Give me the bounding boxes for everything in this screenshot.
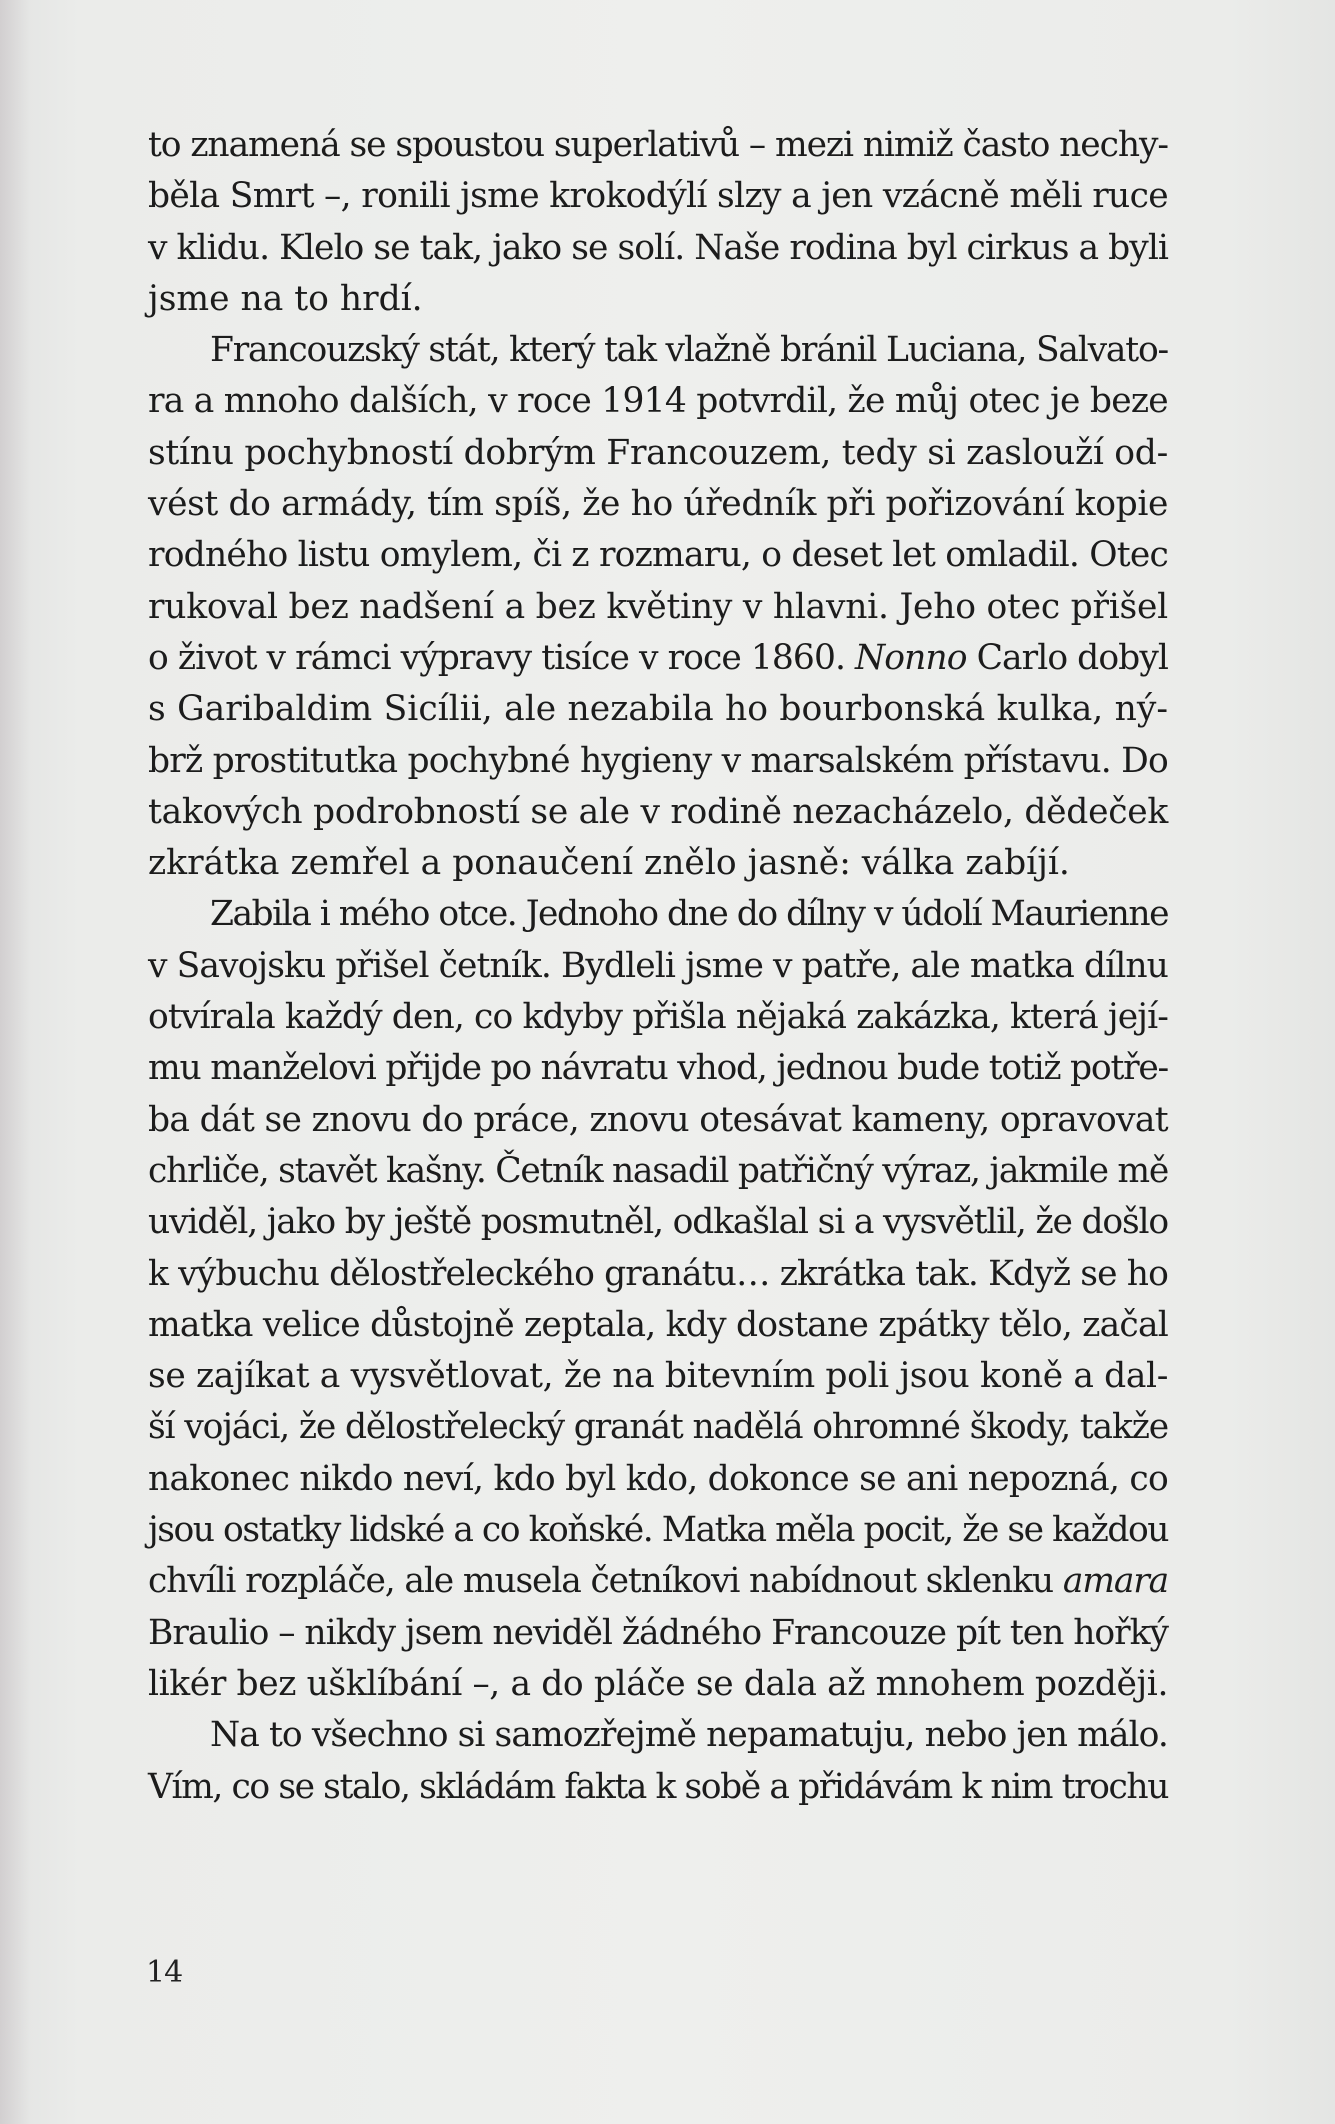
text-line-content: vést do armády, tím spíš, že ho úředník při pořizování kopie	[148, 484, 1169, 525]
text-line-content: s Garibaldim Sicílii, ale nezabila ho bourbonská kulka, ný-	[148, 689, 1168, 730]
text-line	[148, 684, 1168, 735]
text-line-content: takových podrobností se ale v rodině nezacházelo, dědeček	[148, 791, 1169, 832]
text-line-content: rukoval bez nadšení a bez květiny v hlavni. Jeho otec přišel	[148, 586, 1168, 627]
text-line-content: nakonec nikdo neví, kdo byl kdo, dokonce se ani nepozná, co	[148, 1458, 1168, 1499]
text-line-content: Vím, co se stalo, skládám fakta k sobě a přidávám k nim trochu	[148, 1766, 1169, 1807]
text-line	[148, 1402, 1168, 1453]
text-line	[148, 1710, 1168, 1761]
text-line-content: běla Smrt –, ronili jsme krokodýlí slzy a jen vzácně měli ruce	[148, 176, 1168, 217]
text-line	[148, 171, 1168, 222]
text-line	[148, 787, 1168, 838]
text-line	[148, 530, 1168, 581]
text-line	[148, 1095, 1168, 1146]
text-line-content: uviděl, jako by ještě posmutněl, odkašlal si a vysvětlil, že došlo	[148, 1202, 1168, 1243]
text-line-content: stínu pochybností dobrým Francouzem, tedy si zaslouží od-	[148, 432, 1168, 473]
text-line	[148, 120, 1168, 171]
text-line	[148, 376, 1168, 427]
text-line-content: jsme na to hrdí.	[148, 278, 423, 319]
text-line	[148, 1556, 1168, 1607]
text-line	[148, 992, 1168, 1043]
text-line-content: o život v rámci výpravy tisíce v roce 1860. Nonno Carlo dobyl	[148, 637, 1168, 678]
text-line	[148, 223, 1168, 274]
text-line-content: ra a mnoho dalších, v roce 1914 potvrdil, že můj otec je beze	[148, 381, 1168, 422]
text-line	[148, 1043, 1168, 1094]
text-line-content: se zajíkat a vysvětlovat, že na bitevním poli jsou koně a dal-	[148, 1356, 1169, 1397]
text-line	[148, 1659, 1168, 1710]
text-line-content: v klidu. Klelo se tak, jako se solí. Naše rodina byl cirkus a byli	[148, 227, 1168, 268]
text-line-content: Zabila i mého otce. Jednoho dne do dílny v údolí Maurienne	[210, 894, 1169, 935]
text-line-content: chrliče, stavět kašny. Četník nasadil patřičný výraz, jakmile mě	[148, 1150, 1168, 1191]
text-line	[148, 479, 1168, 530]
text-line-content: brž prostitutka pochybné hygieny v marsalském přístavu. Do	[148, 740, 1168, 781]
text-line	[148, 1351, 1168, 1402]
text-line	[148, 582, 1168, 633]
text-line	[148, 1454, 1168, 1505]
text-line	[148, 1197, 1168, 1248]
text-line-content: otvírala každý den, co kdyby přišla nějaká zakázka, která její-	[148, 997, 1169, 1038]
text-line	[148, 1146, 1168, 1197]
text-line-content: matka velice důstojně zeptala, kdy dostane zpátky tělo, začal	[148, 1304, 1169, 1345]
text-line-content: zkrátka zemřel a ponaučení znělo jasně: válka zabíjí.	[148, 843, 1070, 884]
text-line-content: ba dát se znovu do práce, znovu otesávat kameny, opravovat	[148, 1099, 1168, 1140]
text-line	[148, 1505, 1168, 1556]
text-line	[148, 274, 1168, 325]
text-line	[148, 736, 1168, 787]
text-line	[148, 1608, 1168, 1659]
text-line-content: v Savojsku přišel četník. Bydleli jsme v patře, ale matka dílnu	[148, 945, 1168, 986]
text-line	[148, 1762, 1168, 1813]
text-line-content: to znamená se spoustou superlativů – mezi nimiž často nechy-	[148, 125, 1168, 165]
body-text	[148, 120, 1168, 1813]
binding-shadow	[0, 0, 30, 2124]
page-number: 14	[146, 1955, 183, 1990]
text-line-content: Braulio – nikdy jsem neviděl žádného Francouze pít ten hořký	[148, 1612, 1169, 1653]
text-line	[148, 1300, 1168, 1351]
text-line	[148, 1249, 1168, 1300]
text-line-content: chvíli rozpláče, ale musela četníkovi nabídnout sklenku amara	[148, 1561, 1169, 1602]
text-line-content: jsou ostatky lidské a co koňské. Matka měla pocit, že se každou	[148, 1510, 1169, 1551]
text-line	[148, 889, 1168, 940]
text-line	[148, 325, 1168, 376]
text-line	[148, 633, 1168, 684]
text-line-content: k výbuchu dělostřeleckého granátu… zkrátka tak. Když se ho	[148, 1253, 1168, 1294]
text-line	[148, 941, 1168, 992]
text-line-content: rodného listu omylem, či z rozmaru, o deset let omladil. Otec	[148, 535, 1169, 576]
text-line-content: likér bez ušklíbání –, a do pláče se dala až mnohem později.	[148, 1663, 1169, 1704]
text-line	[148, 428, 1168, 479]
text-line-content: ší vojáci, že dělostřelecký granát nadělá ohromné škody, takže	[148, 1407, 1169, 1448]
text-line-content: Francouzský stát, který tak vlažně bránil Luciana, Salvato-	[210, 330, 1168, 371]
text-line-content: mu manželovi přijde po návratu vhod, jednou bude totiž potře-	[148, 1048, 1168, 1089]
text-line	[148, 838, 1168, 889]
text-line-content: Na to všechno si samozřejmě nepamatuju, nebo jen málo.	[210, 1715, 1168, 1756]
